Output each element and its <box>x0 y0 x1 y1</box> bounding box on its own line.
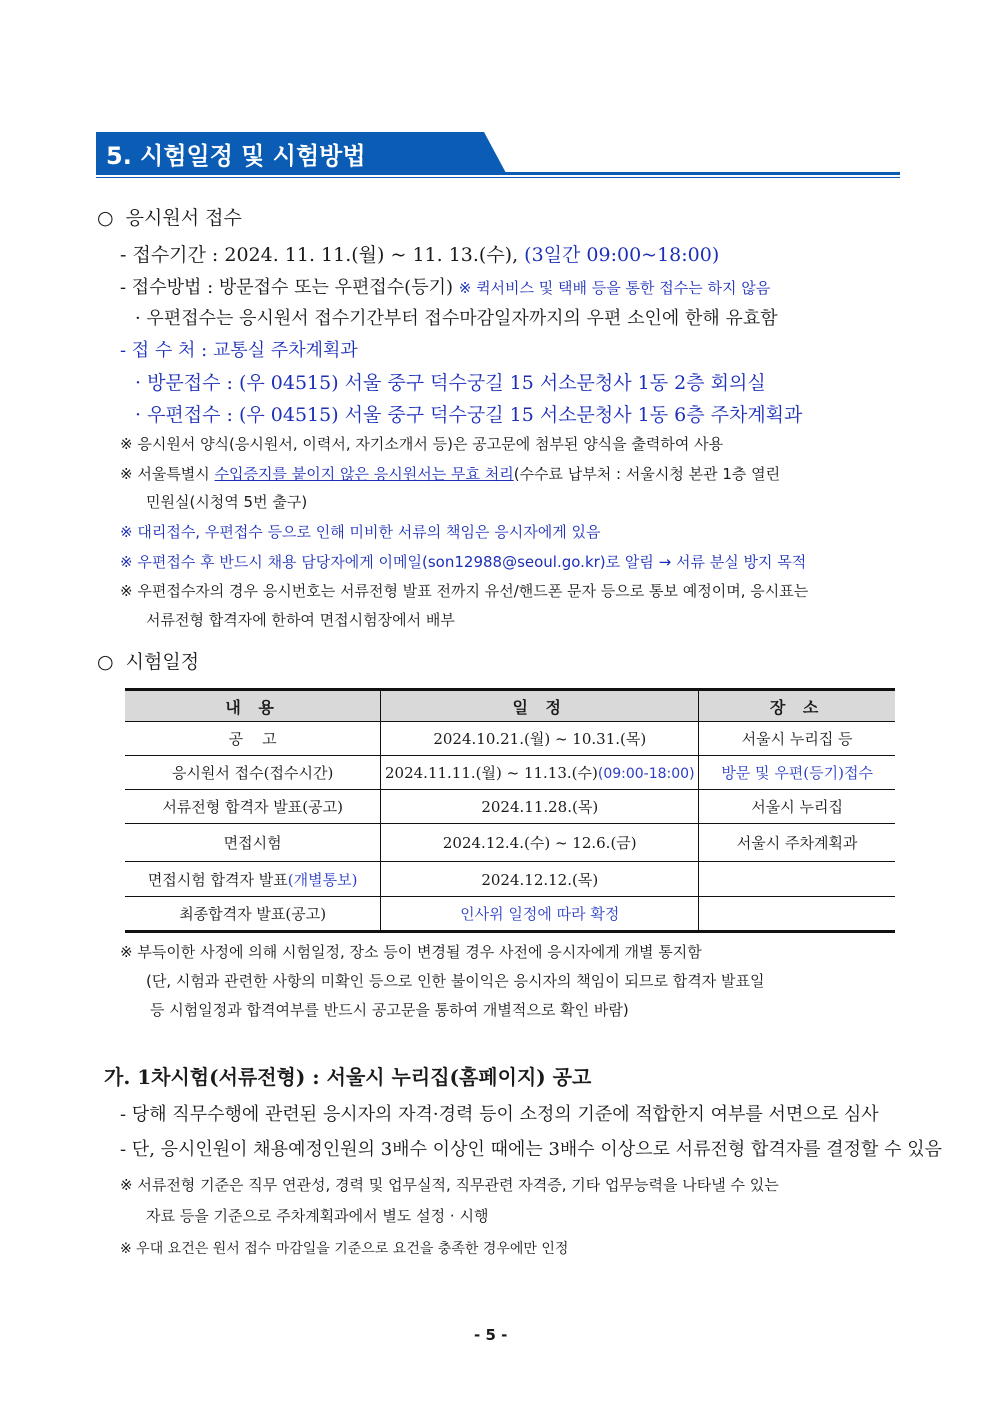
column-header: 일 정 <box>381 690 699 722</box>
first-exam-heading: 가. 1차시험(서류전형) : 서울시 누리집(홈페이지) 공고 <box>104 1065 592 1089</box>
note-prefix: ※ 서울특별시 <box>120 465 215 483</box>
cell-note: (09:00-18:00) <box>597 766 695 782</box>
note-form <box>120 433 723 454</box>
note-text: 우편접수자의 경우 응시번호는 서류전형 발표 전까지 유선/핸드폰 문자 등으로 통보 예정이며, 응시표는 <box>137 582 809 600</box>
table-row <box>125 790 895 824</box>
note-prefix: ※ <box>120 582 138 600</box>
application-method <box>120 273 770 299</box>
note-prefix: ※ <box>120 435 138 453</box>
note-stamp-cont: 민원실(시청역 5번 출구) <box>146 493 308 511</box>
cell-place <box>699 897 895 932</box>
period-label: - 접수기간 : 2024. 11. 11.(월) ~ 11. 13.(수), <box>120 244 525 266</box>
schedule-note-change: ※ 부득이한 사정에 의해 시험일정, 장소 등이 변경될 경우 사전에 응시자에게 개별 통지함 <box>120 943 702 961</box>
cell-place: 서울시 누리집 <box>699 790 895 824</box>
note-text: 우편접수 후 반드시 채용 담당자에게 이메일(son12988@seoul.go.kr)로 알림 → 서류 분실 방지 목적 <box>137 553 807 571</box>
header-rule-thin <box>96 177 900 178</box>
note-exam-number <box>120 580 808 601</box>
cell-place: 방문 및 우편(등기)접수 <box>699 756 895 790</box>
cell-note: (개별통보) <box>287 870 358 889</box>
note-suffix: (수수료 납부처 : 서울시청 본관 1층 열린 <box>513 465 781 483</box>
schedule-heading-text: 시험일정 <box>125 651 200 673</box>
period-hours: (3일간 09:00~18:00) <box>524 244 720 266</box>
cell-place: 서울시 누리집 등 <box>699 722 895 756</box>
note-prefix: ※ <box>120 523 138 541</box>
note-email <box>120 551 806 572</box>
cell-text: 면접시험 합격자 발표 <box>147 870 288 889</box>
application-period <box>120 240 719 267</box>
cell-item <box>125 862 381 897</box>
schedule-table <box>125 688 895 933</box>
cell-item: 응시원서 접수(접수시간) <box>125 756 381 790</box>
cell-place: 서울시 주차계획과 <box>699 824 895 862</box>
visit-place: · 방문접수 : (우 04515) 서울 중구 덕수궁길 15 서소문청사 1동 2층 회의실 <box>135 372 766 394</box>
application-heading-text: 응시원서 접수 <box>125 207 242 229</box>
cell-date: 2024.12.12.(목) <box>381 862 699 897</box>
cell-date: 2024.10.21.(월) ~ 10.31.(목) <box>381 722 699 756</box>
note-exam-number-cont: 서류전형 합격자에 한하여 면접시험장에서 배부 <box>146 611 455 629</box>
cell-item: 서류전형 합격자 발표(공고) <box>125 790 381 824</box>
table-row <box>125 722 895 756</box>
stamp-warning-link[interactable]: 수입증지를 붙이지 않은 응시원서는 무효 처리 <box>214 465 514 483</box>
circle-bullet-icon: ○ <box>97 651 114 673</box>
note-prefix: ※ <box>120 553 138 571</box>
note-text: 응시원서 양식(응시원서, 이력서, 자기소개서 등)은 공고문에 첨부된 양식을 출력하여 사용 <box>137 435 724 453</box>
method-note: ※ 퀵서비스 및 택배 등을 통한 접수는 하지 않음 <box>458 279 771 297</box>
place-label: - 접 수 처 : 교통실 주차계획과 <box>120 340 358 361</box>
header-rule-thick <box>96 172 900 175</box>
first-exam-line: - 단, 응시인원이 채용예정인원의 3배수 이상인 때에는 3배수 이상으로 서류전형 합격자를 결정할 수 있음 <box>120 1139 942 1160</box>
cell-item <box>125 722 381 756</box>
cell-item: 최종합격자 발표(공고) <box>125 897 381 932</box>
cell-text: 공 고 <box>228 730 277 748</box>
postal-validity: · 우편접수는 응시원서 접수기간부터 접수마감일자까지의 우편 소인에 한해 유효함 <box>135 308 778 329</box>
postal-place: · 우편접수 : (우 04515) 서울 중구 덕수궁길 15 서소문청사 1동 6층 주차계획과 <box>135 404 803 426</box>
schedule-note-caution-cont: 등 시험일정과 합격여부를 반드시 공고문을 통하여 개별적으로 확인 바람) <box>150 1001 629 1019</box>
first-exam-note: ※ 서류전형 기준은 직무 연관성, 경력 및 업무실적, 직무관련 자격증, 기타 업무능력을 나타낼 수 있는 <box>120 1176 779 1194</box>
first-exam-note-cont: 자료 등을 기준으로 주차계획과에서 별도 설정 · 시행 <box>146 1207 489 1225</box>
first-exam-line: - 당해 직무수행에 관련된 응시자의 자격·경력 등이 소정의 기준에 적합한지 여부를 서면으로 심사 <box>120 1104 879 1125</box>
cell-item: 면접시험 <box>125 824 381 862</box>
table-row <box>125 756 895 790</box>
method-label: - 접수방법 : 방문접수 또는 우편접수(등기) <box>120 277 459 298</box>
table-row <box>125 824 895 862</box>
first-exam-note-preference: ※ 우대 요건은 원서 접수 마감일을 기준으로 요건을 충족한 경우에만 인정 <box>120 1241 569 1257</box>
note-text: 대리접수, 우편접수 등으로 인해 미비한 서류의 책임은 응시자에게 있음 <box>137 523 601 541</box>
note-proxy <box>120 521 600 542</box>
table-row <box>125 897 895 932</box>
schedule-note-caution: (단, 시험과 관련한 사항의 미확인 등으로 인한 불이익은 응시자의 책임이 되므로 합격자 발표일 <box>146 972 765 990</box>
table-row <box>125 862 895 897</box>
cell-date <box>381 756 699 790</box>
cell-place <box>699 862 895 897</box>
schedule-heading <box>97 647 199 674</box>
cell-date: 2024.12.4.(수) ~ 12.6.(금) <box>381 824 699 862</box>
cell-text: 2024.11.11.(월) ~ 11.13.(수) <box>385 764 598 782</box>
column-header: 내 용 <box>125 690 381 722</box>
cell-date: 2024.11.28.(목) <box>381 790 699 824</box>
circle-bullet-icon: ○ <box>97 207 114 229</box>
cell-date: 인사위 일정에 따라 확정 <box>381 897 699 932</box>
application-heading <box>97 203 242 230</box>
page-number: - 5 - <box>474 1326 508 1344</box>
column-header: 장 소 <box>699 690 895 722</box>
note-stamp <box>120 463 780 484</box>
section-title: 5. 시험일정 및 시험방법 <box>106 142 366 170</box>
table-header-row <box>125 690 895 722</box>
